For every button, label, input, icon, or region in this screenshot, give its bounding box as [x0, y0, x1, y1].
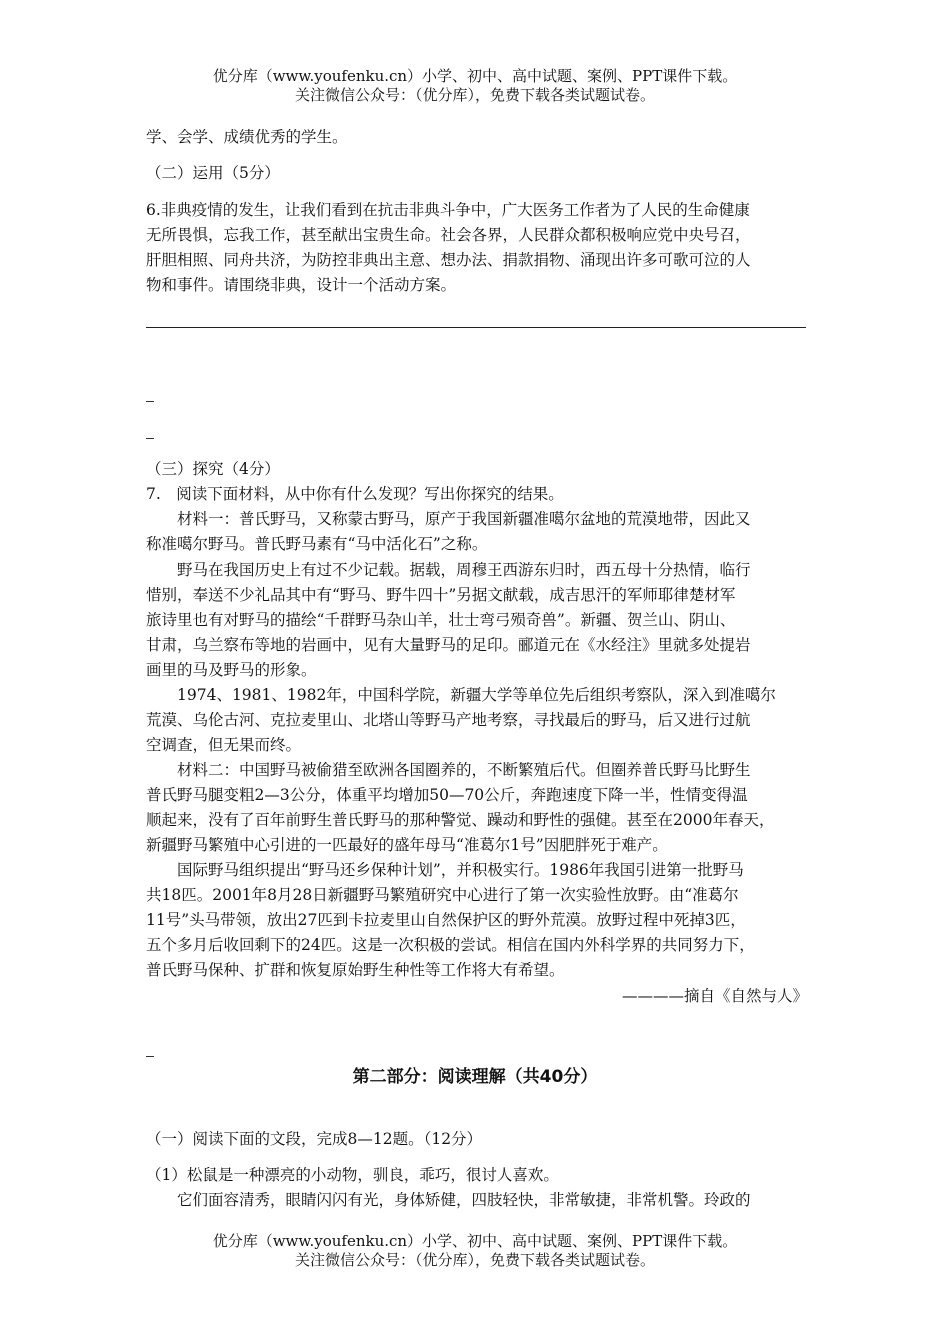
- section-heading-application: （二）运用（5分）: [146, 164, 280, 182]
- question-7: 7. 阅读下面材料，从中你有什么发现？写出你探究的结果。: [146, 485, 564, 503]
- text-line: 空调查，但无果而终。: [146, 736, 302, 754]
- text-line: 旅诗里也有对野马的描绘“千群野马杂山羊，壮士弯弓殒奇兽”。新疆、贺兰山、阴山、: [146, 611, 736, 629]
- text-line: 野马在我国历史上有过不少记载。据载，周穆王西游东归时，西五母十分热情，临行: [177, 561, 751, 579]
- text-line: 物和事件。请围绕非典，设计一个活动方案。: [146, 276, 457, 294]
- header-line-2: 关注微信公众号：（优分库），免费下载各类试题试卷。: [294, 86, 655, 104]
- material-2: 材料二：中国野马被偷猎至欧洲各国圈养的，不断繁殖后代。但圈养普氏野马比野生: [177, 761, 751, 779]
- footer-line-1: 优分库（www.youfenku.cn）小学、初中、高中试题、案例、PPT课件下载。: [212, 1232, 738, 1250]
- text-line: 荒漠、乌伦古河、克拉麦里山、北塔山等野马产地考察，寻找最后的野马，后又进行过航: [146, 711, 751, 729]
- text-line: 无所畏惧，忘我工作，甚至献出宝贵生命。社会各界，人民群众都积极响应党中央号召，: [146, 226, 751, 244]
- part-two-title: 第二部分：阅读理解（共40分）: [352, 1067, 598, 1087]
- header-line-1: 优分库（www.youfenku.cn）小学、初中、高中试题、案例、PPT课件下载。: [212, 67, 738, 85]
- text-line: 普氏野马保种、扩群和恢复原始野生种性等工作将大有希望。: [146, 961, 565, 979]
- material-1: 材料一：普氏野马，又称蒙古野马，原产于我国新疆准噶尔盆地的荒漠地带，因此又: [177, 510, 751, 528]
- source-attribution: ————摘自《自然与人》: [621, 987, 808, 1005]
- section-heading-inquiry: （三）探究（4分）: [146, 460, 280, 478]
- text-line: 学、会学、成绩优秀的学生。: [146, 128, 348, 146]
- text-line: 普氏野马腿变粗2—3公分，体重平均增加50—70公斤，奔跑速度下降一半，性情变得温: [146, 786, 748, 804]
- text-line: 共18匹。2001年8月28日新疆野马繁殖研究中心进行了第一次实验性放野。由“准葛尔: [146, 886, 739, 904]
- text-line: 五个多月后收回剩下的24匹。这是一次积极的尝试。相信在国内外科学界的共同努力下，: [146, 936, 755, 954]
- answer-line: [146, 327, 806, 328]
- text-line: 甘肃，乌兰察布等地的岩画中，见有大量野马的足印。郦道元在《水经注》里就多处提岩: [146, 636, 751, 654]
- question-6: 6.非典疫情的发生，让我们看到在抗击非典斗争中，广大医务工作者为了人民的生命健康: [146, 201, 750, 219]
- passage-paragraph-1: （1）松鼠是一种漂亮的小动物，驯良，乖巧，很讨人喜欢。: [146, 1166, 559, 1184]
- text-line: 肝胆相照、同舟共济，为防控非典出主意、想办法、捐款捐物、涌现出许多可歌可泣的人: [146, 251, 751, 269]
- text-line: 画里的马及野马的形象。: [146, 661, 317, 679]
- text-line: 顺起来，没有了百年前野生普氏野马的那种警觉、躁动和野性的强健。甚至在2000年春天，: [146, 811, 775, 829]
- answer-blank-mark: [146, 438, 154, 439]
- text-line: 它们面容清秀，眼睛闪闪有光，身体矫健，四肢轻快，非常敏捷，非常机警。玲政的: [177, 1191, 751, 1209]
- footer-line-2: 关注微信公众号：（优分库），免费下载各类试题试卷。: [294, 1251, 655, 1269]
- text-line: 称准噶尔野马。普氏野马素有“马中活化石”之称。: [146, 535, 488, 553]
- reading-instructions: （一）阅读下面的文段，完成8—12题。（12分）: [146, 1130, 483, 1148]
- answer-blank-mark: [146, 1056, 154, 1057]
- text-line: 国际野马组织提出“野马还乡保种计划”，并积极实行。1986年我国引进第一批野马: [177, 861, 744, 879]
- text-line: 惜别，奉送不少礼品其中有“野马、野牛四十”另据文献载，成吉思汗的军师耶律楚材军: [146, 586, 736, 604]
- answer-blank-mark: [146, 401, 154, 402]
- text-line: 新疆野马繁殖中心引进的一匹最好的盛年母马“准葛尔1号”因肥胖死于难产。: [146, 836, 668, 854]
- text-line: 11号”头马带领，放出27匹到卡拉麦里山自然保护区的野外荒漠。放野过程中死掉3匹，: [146, 911, 746, 929]
- text-line: 1974、1981、1982年，中国科学院，新疆大学等单位先后组织考察队，深入到准噶尔: [177, 686, 776, 704]
